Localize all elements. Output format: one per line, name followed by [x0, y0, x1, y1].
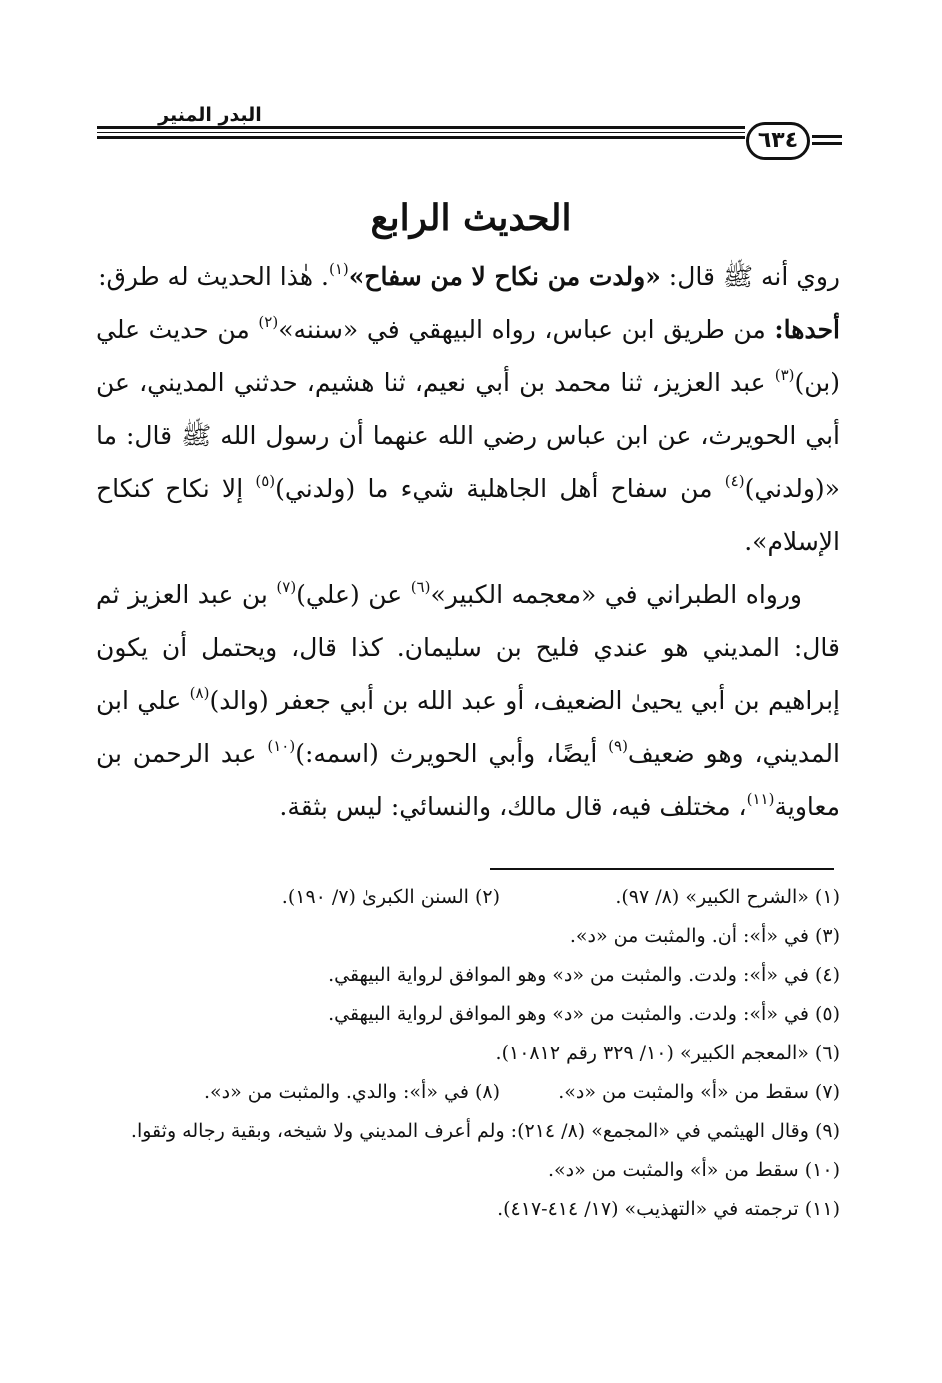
footnote-ref: (١٠)	[267, 737, 296, 755]
footnote-6: (٦) «المعجم الكبير» (١٠/ ٣٢٩ رقم ١٠٨١٢).	[495, 1042, 840, 1064]
header-rule	[97, 126, 745, 146]
footnote-ref: (١١)	[746, 790, 775, 808]
paragraph-3: ورواه الطبراني في «معجمه الكبير»$^{(٦)}$ عن (علي)$^{(٧)}$ بن عبد العزيز ثم قال: المديني هو عندي فليح بن سليمان. كذا قال، ويحتمل أن يكون إبراهيم بن أبي يحيىٰ الضعيف، أو عبد الله بن أبي جعفر (والد)$^{(٨)}$ علي ابن المديني، وهو ضعيف$^{(٩)}$ أيضًا، وأبي الحويرث (اسمه:)$^{(١٠)}$ عبد الرحمن بن معاوية$^{(١١)}$، مختلف فيه، قال مالك، والنسائي: ليس بثقة.	[96, 578, 840, 821]
paragraph-lead: أحدها:	[774, 315, 840, 344]
footnote-ref: (٣)	[774, 366, 795, 384]
footnote-10: (١٠) سقط من «أ» والمثبت من «د».	[548, 1159, 840, 1181]
footnote-4: (٤) في «أ»: ولدت. والمثبت من «د» وهو الموافق لرواية البيهقي.	[328, 964, 840, 986]
footnote-row	[88, 878, 840, 917]
footnote-5: (٥) في «أ»: ولدت. والمثبت من «د» وهو الموافق لرواية البيهقي.	[328, 1003, 840, 1025]
footnote-2: (٢) السنن الكبرىٰ (٧/ ١٩٠).	[281, 886, 500, 908]
footnote-1: (١) «الشرح الكبير» (٨/ ٩٧).	[615, 886, 840, 908]
footnote-separator	[490, 868, 834, 870]
footnote-row	[88, 1073, 840, 1112]
footnote-3: (٣) في «أ»: أن. والمثبت من «د».	[569, 925, 840, 947]
main-text	[96, 250, 840, 833]
footnotes	[88, 878, 840, 1229]
footnote-11: (١١) ترجمته في «التهذيب» (١٧/ ٤١٤-٤١٧).	[497, 1198, 840, 1220]
hadith-quote: «ولدت من نكاح لا من سفاح»	[348, 262, 661, 291]
header-rule-end	[812, 135, 842, 149]
page-number: ٦٣٤	[746, 122, 810, 160]
footnote-8: (٨) في «أ»: والدي. والمثبت من «د».	[203, 1081, 500, 1103]
footnote-ref: (٨)	[189, 684, 210, 702]
footnote-ref: (٧)	[276, 578, 297, 596]
footnote-ref: (٩)	[608, 737, 628, 755]
paragraph-2: أحدها: من طريق ابن عباس، رواه البيهقي في «سننه»$^{(٢)}$ من حديث علي (بن)$^{(٣)}$ عبد العزيز، ثنا محمد بن أبي نعيم، ثنا هشيم، حدثني المديني، عن أبي الحويرث، عن ابن عباس رضي الله عنهما أن رسول الله ﷺ قال: ما «(ولدني)$^{(٤)}$ من سفاح أهل الجاهلية شيء ما (ولدني)$^{(٥)}$ إلا نكاح كنكاح الإسلام».	[96, 313, 840, 556]
footnote-ref: (٤)	[724, 472, 745, 490]
footnote-ref: (٦)	[410, 578, 431, 596]
running-header-title: البدر المنير	[158, 104, 262, 126]
footnote-ref: (٥)	[255, 472, 276, 490]
footnote-ref: (١)	[328, 260, 349, 278]
footnote-ref: (٢)	[258, 313, 279, 331]
paragraph-1: روي أنه ﷺ قال: «ولدت من نكاح لا من سفاح»$^{(١)}$. هٰذا الحديث له طرق:	[98, 260, 840, 291]
section-title: الحديث الرابع	[370, 197, 572, 239]
footnote-7: (٧) سقط من «أ» والمثبت من «د».	[558, 1081, 840, 1103]
footnote-9: (٩) وقال الهيثمي في «المجمع» (٨/ ٢١٤): ولم أعرف المديني ولا شيخه، وبقية رجاله وثقوا.	[130, 1120, 840, 1142]
